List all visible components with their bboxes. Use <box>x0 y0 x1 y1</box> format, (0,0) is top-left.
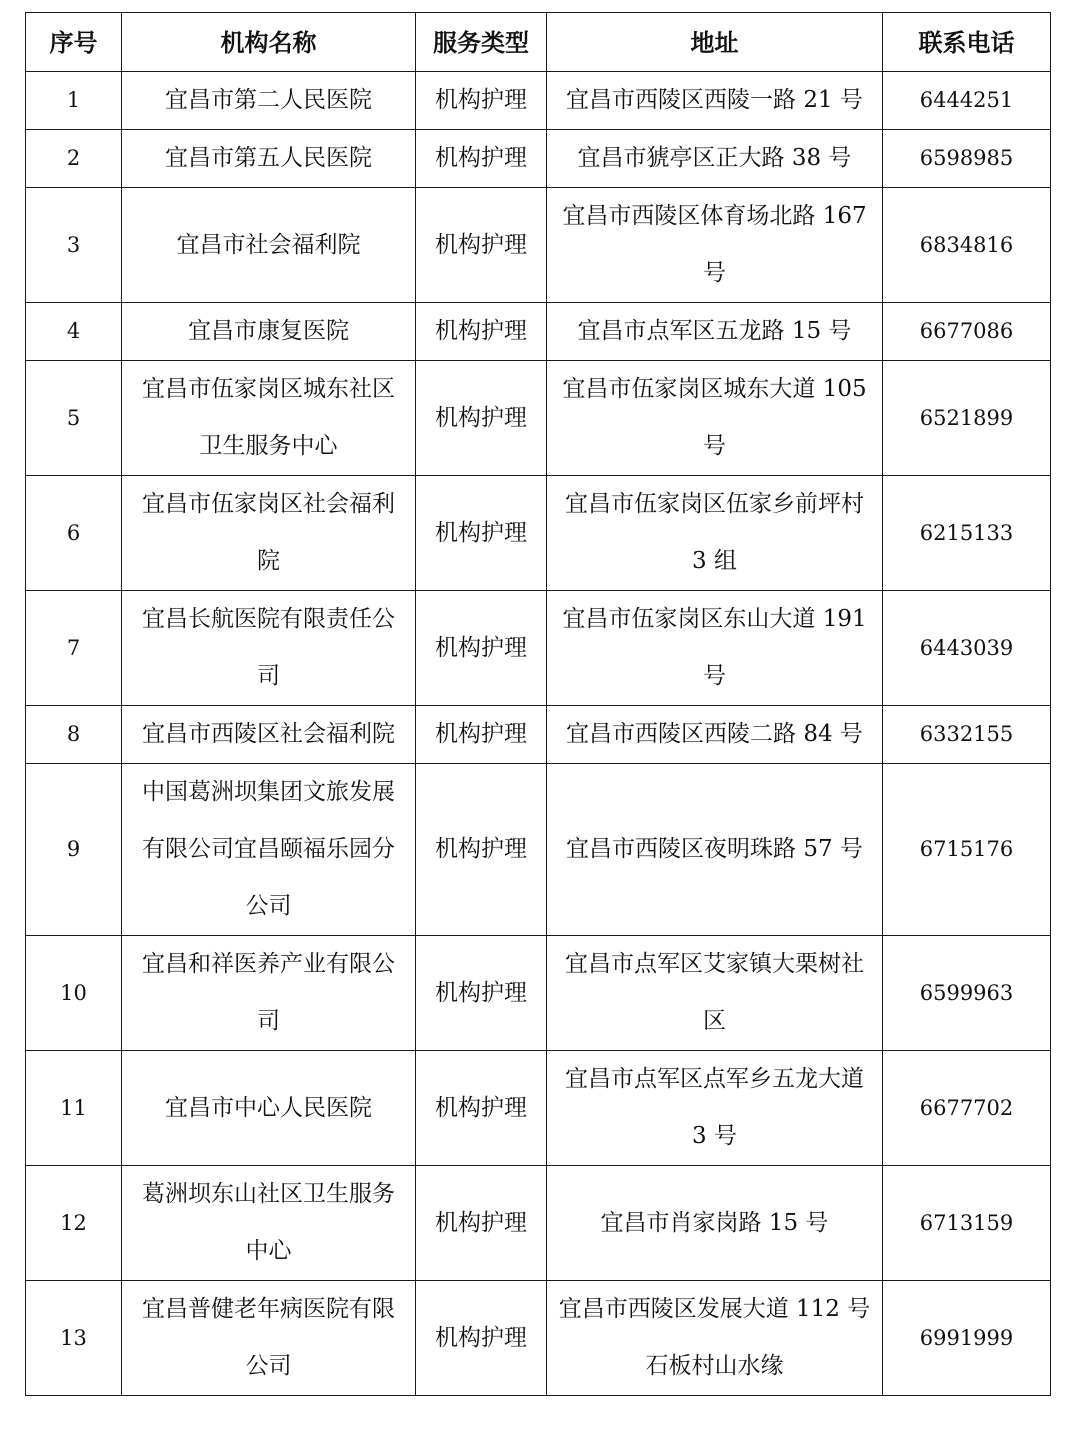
service-type: 机构护理 <box>416 188 547 303</box>
address: 宜昌市肖家岗路 15 号 <box>547 1166 883 1281</box>
institution-name: 宜昌市社会福利院 <box>122 188 416 303</box>
address: 宜昌市西陵区体育场北路 167 号 <box>547 188 883 303</box>
table-row <box>26 303 1051 361</box>
service-type: 机构护理 <box>416 1166 547 1281</box>
institution-name: 宜昌市中心人民医院 <box>122 1051 416 1166</box>
address: 宜昌市西陵区西陵一路 21 号 <box>547 72 883 130</box>
institution-table <box>25 12 1051 1396</box>
institution-name: 宜昌和祥医养产业有限公司 <box>122 936 416 1051</box>
institution-name: 宜昌长航医院有限责任公司 <box>122 591 416 706</box>
service-type: 机构护理 <box>416 936 547 1051</box>
service-type: 机构护理 <box>416 130 547 188</box>
phone-number: 6834816 <box>883 188 1051 303</box>
row-no: 1 <box>26 72 122 130</box>
table-row <box>26 591 1051 706</box>
address: 宜昌市伍家岗区伍家乡前坪村 3 组 <box>547 476 883 591</box>
header-type: 服务类型 <box>416 13 547 72</box>
institution-name: 宜昌市康复医院 <box>122 303 416 361</box>
header-no: 序号 <box>26 13 122 72</box>
row-no: 12 <box>26 1166 122 1281</box>
address: 宜昌市伍家岗区城东大道 105 号 <box>547 361 883 476</box>
institution-name: 宜昌市第五人民医院 <box>122 130 416 188</box>
address: 宜昌市西陵区夜明珠路 57 号 <box>547 764 883 936</box>
service-type: 机构护理 <box>416 764 547 936</box>
service-type: 机构护理 <box>416 361 547 476</box>
address: 宜昌市点军区艾家镇大栗树社区 <box>547 936 883 1051</box>
service-type: 机构护理 <box>416 476 547 591</box>
phone-number: 6598985 <box>883 130 1051 188</box>
table-row <box>26 936 1051 1051</box>
table-row <box>26 476 1051 591</box>
row-no: 2 <box>26 130 122 188</box>
address: 宜昌市伍家岗区东山大道 191 号 <box>547 591 883 706</box>
institution-name: 葛洲坝东山社区卫生服务中心 <box>122 1166 416 1281</box>
header-address: 地址 <box>547 13 883 72</box>
table-row <box>26 764 1051 936</box>
table-header-row <box>26 13 1051 72</box>
institution-name: 宜昌市伍家岗区城东社区卫生服务中心 <box>122 361 416 476</box>
phone-number: 6677702 <box>883 1051 1051 1166</box>
service-type: 机构护理 <box>416 591 547 706</box>
phone-number: 6677086 <box>883 303 1051 361</box>
service-type: 机构护理 <box>416 706 547 764</box>
table-row <box>26 1281 1051 1396</box>
address: 宜昌市点军区五龙路 15 号 <box>547 303 883 361</box>
row-no: 13 <box>26 1281 122 1396</box>
service-type: 机构护理 <box>416 72 547 130</box>
service-type: 机构护理 <box>416 1051 547 1166</box>
header-name: 机构名称 <box>122 13 416 72</box>
phone-number: 6713159 <box>883 1166 1051 1281</box>
table-row <box>26 188 1051 303</box>
institution-name: 宜昌市伍家岗区社会福利院 <box>122 476 416 591</box>
header-phone: 联系电话 <box>883 13 1051 72</box>
table-row <box>26 361 1051 476</box>
phone-number: 6444251 <box>883 72 1051 130</box>
address: 宜昌市点军区点军乡五龙大道 3 号 <box>547 1051 883 1166</box>
service-type: 机构护理 <box>416 1281 547 1396</box>
phone-number: 6443039 <box>883 591 1051 706</box>
table-row <box>26 72 1051 130</box>
row-no: 9 <box>26 764 122 936</box>
phone-number: 6215133 <box>883 476 1051 591</box>
address: 宜昌市猇亭区正大路 38 号 <box>547 130 883 188</box>
institution-name: 中国葛洲坝集团文旅发展有限公司宜昌颐福乐园分公司 <box>122 764 416 936</box>
row-no: 10 <box>26 936 122 1051</box>
address: 宜昌市西陵区发展大道 112 号石板村山水缘 <box>547 1281 883 1396</box>
table-row <box>26 1166 1051 1281</box>
service-type: 机构护理 <box>416 303 547 361</box>
phone-number: 6332155 <box>883 706 1051 764</box>
row-no: 4 <box>26 303 122 361</box>
row-no: 3 <box>26 188 122 303</box>
row-no: 11 <box>26 1051 122 1166</box>
row-no: 7 <box>26 591 122 706</box>
institution-name: 宜昌市第二人民医院 <box>122 72 416 130</box>
row-no: 8 <box>26 706 122 764</box>
phone-number: 6521899 <box>883 361 1051 476</box>
institution-name: 宜昌普健老年病医院有限公司 <box>122 1281 416 1396</box>
table-row <box>26 706 1051 764</box>
address: 宜昌市西陵区西陵二路 84 号 <box>547 706 883 764</box>
phone-number: 6715176 <box>883 764 1051 936</box>
institution-name: 宜昌市西陵区社会福利院 <box>122 706 416 764</box>
table-row <box>26 1051 1051 1166</box>
row-no: 6 <box>26 476 122 591</box>
table-row <box>26 130 1051 188</box>
row-no: 5 <box>26 361 122 476</box>
phone-number: 6991999 <box>883 1281 1051 1396</box>
phone-number: 6599963 <box>883 936 1051 1051</box>
